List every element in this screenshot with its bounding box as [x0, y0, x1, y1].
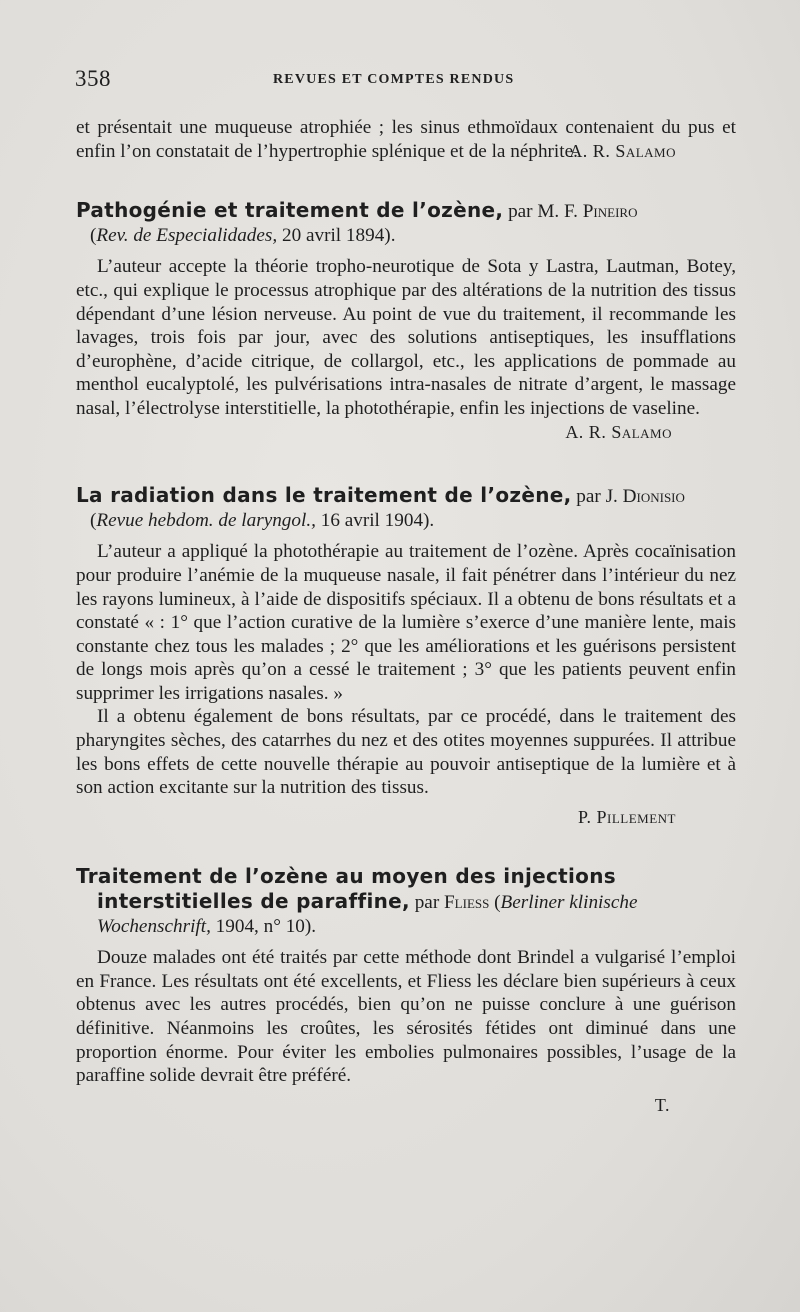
continuation-paragraph: et présentait une muqueuse atrophiée ; les sinus ethmoïdaux contenaient du pus et enfin l’on constatait de l’hypertrophie splénique et de la néphrite.	[76, 117, 736, 162]
article-review	[76, 199, 736, 444]
article-heading	[76, 484, 736, 532]
article-paragraph: Douze malades ont été traités par cette méthode dont Brindel a vulgarisé l’emploi en France. Les résultats ont été excellents, et Fliess les déclare bien supérieurs à ceux obtenus avec les autres procédés, bien qu’on ne puisse conclure à une guérison définitive. Néanmoins les croûtes, les sérosités fétides ont diminué dans une proportion énorme. Pour éviter les embolies pulmonaires possibles, l’usage de la paraffine solide devrait être préféré.	[76, 947, 736, 1087]
article-paragraph: L’auteur accepte la théorie tropho-neurotique de Sota y Lastra, Lautman, Botey, etc., qui explique le processus atrophique par des altérations de la nutrition des tissus dépendant d’une lésion nerveuse. Au point de vue du traitement, il recommande les lavages, trois fois par jour, avec des solutions antiseptiques, les insufflations d’europhène, d’acide citrique, de collargol, etc., les applications de pommade au menthol eucalyptolé, les pulvérisations intra-nasales de nitrate d’argent, le massage nasal, l’électrolyse interstitielle, la photothérapie, enfin les injections de vaseline.	[76, 256, 736, 419]
running-head: REVUES ET COMPTES RENDUS	[273, 72, 515, 87]
signature: P. Pillement	[577, 806, 676, 827]
signature: A. R. Salamo	[565, 421, 672, 442]
journal-name: Berliner klinische Wochenschrift,	[97, 892, 638, 937]
journal-date: 16 avril 1904).	[320, 509, 435, 531]
page-header	[75, 66, 735, 96]
article-author: Fliess	[444, 892, 490, 914]
article-title: La radiation dans le traitement de l’ozène,	[76, 483, 572, 508]
signature: A. R. Salamo	[569, 140, 676, 161]
article-reference: (Berliner klinische Wochenschrift, 1904, n° 10).	[97, 892, 638, 937]
by-label: par	[576, 486, 601, 508]
article-heading	[76, 865, 736, 938]
journal-date: 20 avril 1894).	[281, 224, 396, 246]
journal-date: 1904, n° 10).	[215, 915, 317, 937]
article-review	[76, 865, 736, 1117]
article-paragraph: L’auteur a appliqué la photothérapie au traitement de l’ozène. Après cocaïnisation pour produire l’anémie de la muqueuse nasale, il fait pénétrer dans l’intérieur du nez les rayons lumineux, à l’aide de dispositifs spéciaux. Il a obtenu de bons résultats et a constaté « : 1° que l’action curative de la lumière s’exerce d’une manière lente, mais constante chez tous les malades ; 2° que les améliorations et les guérisons persistent de longs mois après qu’on a cessé le traitement ; 3° que les patients peuvent enfin supprimer les irrigations nasales. »	[76, 541, 736, 704]
by-label: par	[414, 892, 440, 914]
article-title: Pathogénie et traitement de l’ozène,	[76, 198, 504, 223]
article-review	[76, 484, 736, 829]
page-content	[76, 116, 736, 1117]
signature: T.	[654, 1094, 670, 1115]
article-reference: (Rev. de Especialidades, 20 avril 1894).	[90, 224, 396, 246]
journal-name: Rev. de Especialidades,	[96, 224, 278, 246]
by-label: par	[508, 201, 533, 223]
article-reference: (Revue hebdom. de laryngol., 16 avril 1904).	[90, 509, 435, 531]
article-author: J. Dionisio	[605, 486, 685, 508]
journal-name: Revue hebdom. de laryngol.,	[96, 509, 316, 531]
page-number: 358	[75, 66, 111, 91]
article-title: Traitement de l’ozène au moyen des injections interstitielles de paraffine,	[76, 864, 616, 914]
article-author: M. F. Pineiro	[537, 201, 638, 223]
article-paragraph: Il a obtenu également de bons résultats, par ce procédé, dans le traitement des pharyngites sèches, des catarrhes du nez et des otites moyennes suppurées. Il attribue les bons effets de cette nouvelle thérapie au pouvoir antiseptique de la lumière et à son action excitante sur la nutrition des tissus.	[76, 706, 736, 799]
article-heading	[76, 199, 736, 247]
